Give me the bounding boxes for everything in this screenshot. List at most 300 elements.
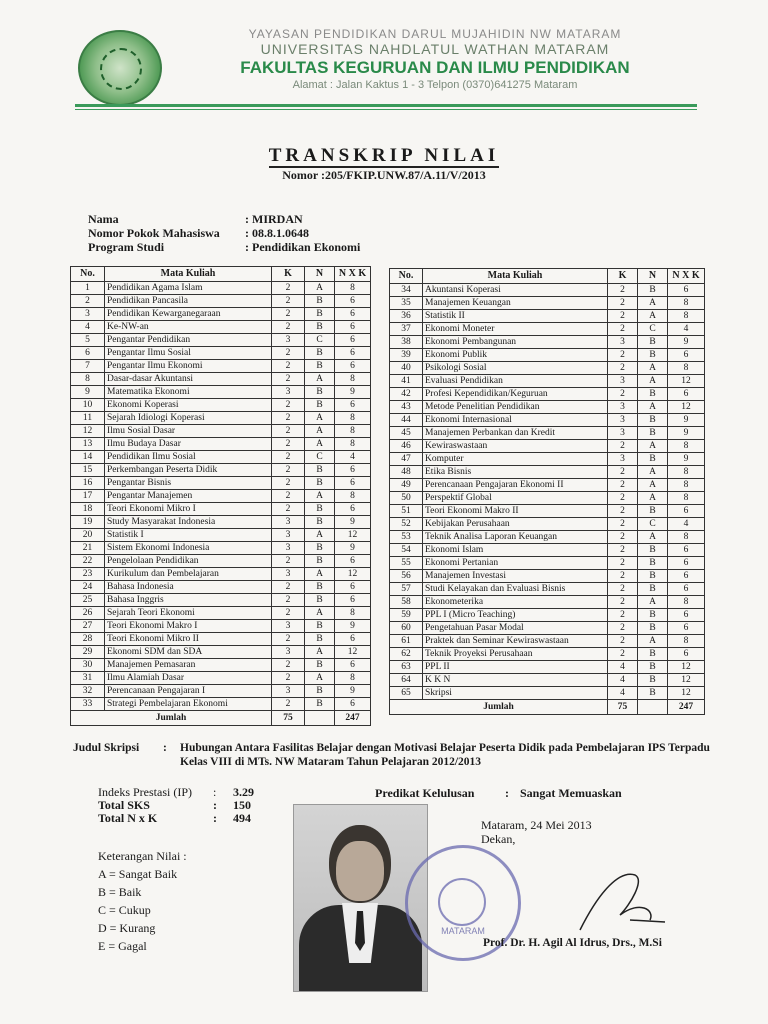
grade: B xyxy=(638,557,668,570)
grades-table-left xyxy=(70,266,371,726)
course-name: Ekonomi Internasional xyxy=(423,414,608,427)
points: 6 xyxy=(668,349,705,362)
row-no: 51 xyxy=(390,505,423,518)
row-no: 4 xyxy=(71,321,105,334)
row-no: 58 xyxy=(390,596,423,609)
table-row xyxy=(71,386,371,399)
grade: B xyxy=(638,622,668,635)
table-row xyxy=(390,570,705,583)
total-row xyxy=(71,711,371,726)
points: 6 xyxy=(668,388,705,401)
grade: A xyxy=(638,635,668,648)
points: 9 xyxy=(668,427,705,440)
grade: A xyxy=(638,531,668,544)
ip-value: 3.29 xyxy=(233,785,254,799)
credit: 2 xyxy=(272,295,305,308)
row-no: 60 xyxy=(390,622,423,635)
course-name: Psikologi Sosial xyxy=(423,362,608,375)
table-row xyxy=(390,687,705,700)
course-name: Skripsi xyxy=(423,687,608,700)
npm-value: : 08.8.1.0648 xyxy=(245,226,309,240)
course-name: Ekonomi Publik xyxy=(423,349,608,362)
grade: B xyxy=(638,284,668,297)
total-k: 75 xyxy=(272,711,305,726)
points: 6 xyxy=(668,570,705,583)
row-no: 49 xyxy=(390,479,423,492)
course-name: Pendidikan Ilmu Sosial xyxy=(105,451,272,464)
total-nxk: 247 xyxy=(335,711,371,726)
table-row xyxy=(71,529,371,542)
nk-value: 494 xyxy=(233,811,251,825)
foundation-name: YAYASAN PENDIDIKAN DARUL MUJAHIDIN NW MATARAM xyxy=(248,27,622,41)
course-name: Bahasa Indonesia xyxy=(105,581,272,594)
grade: B xyxy=(305,633,335,646)
row-no: 32 xyxy=(71,685,105,698)
points: 8 xyxy=(335,438,371,451)
credit: 2 xyxy=(608,440,638,453)
table-row xyxy=(390,596,705,609)
points: 8 xyxy=(668,440,705,453)
total-label: Jumlah xyxy=(390,700,608,715)
header-divider-thin xyxy=(75,109,697,110)
points: 6 xyxy=(668,583,705,596)
row-no: 21 xyxy=(71,542,105,555)
row-no: 18 xyxy=(71,503,105,516)
grade: B xyxy=(638,388,668,401)
grade: B xyxy=(638,648,668,661)
credit: 3 xyxy=(272,542,305,555)
row-no: 38 xyxy=(390,336,423,349)
credit: 2 xyxy=(272,412,305,425)
col-nxk: N X K xyxy=(335,267,371,282)
row-no: 22 xyxy=(71,555,105,568)
grade: B xyxy=(305,295,335,308)
grade: B xyxy=(638,544,668,557)
col-course: Mata Kuliah xyxy=(105,267,272,282)
course-name: Teori Ekonomi Makro I xyxy=(105,620,272,633)
points: 12 xyxy=(335,529,371,542)
table-row xyxy=(71,581,371,594)
course-name: PPL I (Micro Teaching) xyxy=(423,609,608,622)
credit: 2 xyxy=(608,557,638,570)
grade-legend xyxy=(98,847,187,955)
points: 6 xyxy=(668,544,705,557)
address: Alamat : Jalan Kaktus 1 - 3 Telpon (0370)641275 Mataram xyxy=(292,79,578,91)
table-row xyxy=(390,674,705,687)
table-row xyxy=(390,531,705,544)
grade: A xyxy=(305,529,335,542)
grade: B xyxy=(638,687,668,700)
grade: B xyxy=(305,659,335,672)
credit: 2 xyxy=(608,648,638,661)
name-label: Nama xyxy=(88,212,119,226)
grade: A xyxy=(638,492,668,505)
row-no: 41 xyxy=(390,375,423,388)
credit: 2 xyxy=(272,659,305,672)
points: 8 xyxy=(335,607,371,620)
credit: 2 xyxy=(272,503,305,516)
points: 12 xyxy=(335,568,371,581)
course-name: Teori Ekonomi Mikro II xyxy=(105,633,272,646)
legend-item: A = Sangat Baik xyxy=(98,867,178,881)
grade: A xyxy=(638,297,668,310)
course-name: Ekonomi Pembangunan xyxy=(423,336,608,349)
course-name: Statistik II xyxy=(423,310,608,323)
course-name: Pengantar Manajemen xyxy=(105,490,272,503)
grade: A xyxy=(638,440,668,453)
table-row xyxy=(390,505,705,518)
col-k: K xyxy=(272,267,305,282)
points: 9 xyxy=(335,685,371,698)
table-row xyxy=(71,555,371,568)
points: 6 xyxy=(335,295,371,308)
official-stamp: MATARAM xyxy=(405,845,521,961)
credit: 2 xyxy=(608,518,638,531)
table-row xyxy=(71,464,371,477)
table-row xyxy=(390,583,705,596)
course-name: Akuntansi Koperasi xyxy=(423,284,608,297)
points: 8 xyxy=(668,492,705,505)
col-n: N xyxy=(638,269,668,284)
course-name: Kewiraswastaan xyxy=(423,440,608,453)
row-no: 46 xyxy=(390,440,423,453)
row-no: 12 xyxy=(71,425,105,438)
points: 8 xyxy=(668,310,705,323)
course-name: Profesi Kependidikan/Keguruan xyxy=(423,388,608,401)
grade: B xyxy=(638,505,668,518)
grade: A xyxy=(305,373,335,386)
grade: B xyxy=(638,570,668,583)
points: 4 xyxy=(668,518,705,531)
program-label: Program Studi xyxy=(88,240,165,254)
table-row xyxy=(390,375,705,388)
course-name: Ekonomi Pertanian xyxy=(423,557,608,570)
table-row xyxy=(390,479,705,492)
credit: 2 xyxy=(272,594,305,607)
legend-title: Keterangan Nilai : xyxy=(98,849,187,863)
course-name: Strategi Pembelajaran Ekonomi xyxy=(105,698,272,711)
grade: A xyxy=(638,310,668,323)
npm-label: Nomor Pokok Mahasiswa xyxy=(88,226,220,240)
points: 6 xyxy=(335,594,371,607)
row-no: 54 xyxy=(390,544,423,557)
points: 9 xyxy=(335,516,371,529)
course-name: Bahasa Inggris xyxy=(105,594,272,607)
grade: B xyxy=(305,386,335,399)
table-row xyxy=(390,414,705,427)
row-no: 9 xyxy=(71,386,105,399)
col-nxk: N X K xyxy=(668,269,705,284)
points: 6 xyxy=(335,321,371,334)
course-name: Pengetahuan Pasar Modal xyxy=(423,622,608,635)
credit: 2 xyxy=(608,466,638,479)
table-row xyxy=(71,659,371,672)
credit: 2 xyxy=(608,531,638,544)
credit: 2 xyxy=(272,464,305,477)
table-row xyxy=(390,518,705,531)
course-name: Ekonomi Islam xyxy=(423,544,608,557)
table-row xyxy=(71,672,371,685)
points: 6 xyxy=(335,581,371,594)
credit: 3 xyxy=(608,427,638,440)
points: 9 xyxy=(335,620,371,633)
table-row xyxy=(71,646,371,659)
signature-mark xyxy=(560,860,670,940)
grade: B xyxy=(638,661,668,674)
credit: 2 xyxy=(272,425,305,438)
course-name: Ilmu Alamiah Dasar xyxy=(105,672,272,685)
table-row xyxy=(71,451,371,464)
table-row xyxy=(390,557,705,570)
credit: 3 xyxy=(272,568,305,581)
credit: 2 xyxy=(272,321,305,334)
points: 8 xyxy=(668,362,705,375)
course-name: Sejarah Idiologi Koperasi xyxy=(105,412,272,425)
credit: 3 xyxy=(608,375,638,388)
table-row xyxy=(71,633,371,646)
grades-table-right xyxy=(389,268,705,715)
credit: 4 xyxy=(608,661,638,674)
name-value: : MIRDAN xyxy=(245,212,303,226)
course-name: Ekonomi SDM dan SDA xyxy=(105,646,272,659)
table-row xyxy=(71,308,371,321)
table-row xyxy=(71,321,371,334)
table-row xyxy=(71,594,371,607)
grade: B xyxy=(305,360,335,373)
credit: 3 xyxy=(272,516,305,529)
row-no: 59 xyxy=(390,609,423,622)
row-no: 55 xyxy=(390,557,423,570)
credit: 4 xyxy=(608,687,638,700)
credit: 4 xyxy=(608,674,638,687)
course-name: Pengantar Ilmu Ekonomi xyxy=(105,360,272,373)
credit: 2 xyxy=(272,477,305,490)
grade: B xyxy=(638,414,668,427)
course-name: Sejarah Teori Ekonomi xyxy=(105,607,272,620)
credit: 2 xyxy=(272,347,305,360)
table-row xyxy=(71,568,371,581)
grade: A xyxy=(638,466,668,479)
credit: 2 xyxy=(272,451,305,464)
graduation-predicate: Predikat Kelulusan : Sangat Memuaskan xyxy=(375,786,622,800)
row-no: 52 xyxy=(390,518,423,531)
row-no: 36 xyxy=(390,310,423,323)
credit: 2 xyxy=(608,583,638,596)
credit: 2 xyxy=(272,490,305,503)
legend-item: B = Baik xyxy=(98,885,142,899)
university-name: UNIVERSITAS NAHDLATUL WATHAN MATARAM xyxy=(260,41,610,57)
row-no: 57 xyxy=(390,583,423,596)
points: 6 xyxy=(668,284,705,297)
points: 6 xyxy=(668,557,705,570)
credit: 3 xyxy=(272,646,305,659)
table-row xyxy=(390,388,705,401)
grade: B xyxy=(638,583,668,596)
grade: B xyxy=(638,609,668,622)
credit: 2 xyxy=(272,672,305,685)
course-name: Perkembangan Peserta Didik xyxy=(105,464,272,477)
table-row xyxy=(71,698,371,711)
grade: B xyxy=(305,399,335,412)
credit: 3 xyxy=(272,386,305,399)
total-k: 75 xyxy=(608,700,638,715)
course-name: Pendidikan Kewarganegaraan xyxy=(105,308,272,321)
grade-summary: Indeks Prestasi (IP) : 3.29 Total SKS : 150 Total N x K : 494 xyxy=(98,785,254,825)
course-name: Teknik Proyeksi Perusahaan xyxy=(423,648,608,661)
points: 8 xyxy=(335,282,371,295)
credit: 2 xyxy=(608,297,638,310)
grade: A xyxy=(638,362,668,375)
points: 12 xyxy=(335,646,371,659)
grade: B xyxy=(638,336,668,349)
points: 8 xyxy=(335,490,371,503)
row-no: 42 xyxy=(390,388,423,401)
points: 12 xyxy=(668,661,705,674)
credit: 2 xyxy=(608,310,638,323)
table-row xyxy=(390,635,705,648)
points: 6 xyxy=(335,503,371,516)
points: 6 xyxy=(335,334,371,347)
row-no: 48 xyxy=(390,466,423,479)
table-row xyxy=(390,622,705,635)
table-row xyxy=(390,401,705,414)
table-row xyxy=(390,440,705,453)
legend-item: C = Cukup xyxy=(98,903,151,917)
grade: A xyxy=(305,672,335,685)
row-no: 8 xyxy=(71,373,105,386)
credit: 2 xyxy=(272,438,305,451)
points: 12 xyxy=(668,401,705,414)
grade: C xyxy=(638,518,668,531)
table-row xyxy=(71,282,371,295)
grade: C xyxy=(638,323,668,336)
course-name: Ilmu Budaya Dasar xyxy=(105,438,272,451)
grade: A xyxy=(638,479,668,492)
ip-label: Indeks Prestasi (IP) xyxy=(98,785,192,799)
table-row xyxy=(71,516,371,529)
signer-name: Prof. Dr. H. Agil Al Idrus, Drs., M.Si xyxy=(483,937,662,949)
course-name: Perencanaan Pengajaran Ekonomi II xyxy=(423,479,608,492)
row-no: 14 xyxy=(71,451,105,464)
row-no: 27 xyxy=(71,620,105,633)
col-k: K xyxy=(608,269,638,284)
row-no: 35 xyxy=(390,297,423,310)
course-name: K K N xyxy=(423,674,608,687)
points: 8 xyxy=(668,531,705,544)
credit: 3 xyxy=(272,529,305,542)
total-label: Jumlah xyxy=(71,711,272,726)
credit: 2 xyxy=(272,373,305,386)
row-no: 11 xyxy=(71,412,105,425)
course-name: Pengantar Ilmu Sosial xyxy=(105,347,272,360)
points: 4 xyxy=(668,323,705,336)
table-row xyxy=(390,323,705,336)
document-title: TRANSKRIP NILAI xyxy=(268,145,500,166)
points: 9 xyxy=(668,414,705,427)
points: 8 xyxy=(335,412,371,425)
course-name: Studi Kelayakan dan Evaluasi Bisnis xyxy=(423,583,608,596)
table-row xyxy=(390,661,705,674)
grade: A xyxy=(638,375,668,388)
sks-value: 150 xyxy=(233,798,251,812)
table-row xyxy=(390,336,705,349)
table-row xyxy=(71,607,371,620)
course-name: Statistik I xyxy=(105,529,272,542)
course-name: Manajemen Investasi xyxy=(423,570,608,583)
grade: B xyxy=(305,685,335,698)
grade: B xyxy=(305,347,335,360)
points: 6 xyxy=(668,609,705,622)
table-row xyxy=(71,334,371,347)
credit: 2 xyxy=(608,635,638,648)
university-logo xyxy=(78,30,162,106)
row-no: 29 xyxy=(71,646,105,659)
table-row xyxy=(390,349,705,362)
points: 9 xyxy=(335,386,371,399)
credit: 3 xyxy=(272,334,305,347)
course-name: Kurikulum dan Pembelajaran xyxy=(105,568,272,581)
grade: A xyxy=(305,607,335,620)
course-name: Sistem Ekonomi Indonesia xyxy=(105,542,272,555)
points: 6 xyxy=(335,698,371,711)
row-no: 17 xyxy=(71,490,105,503)
points: 6 xyxy=(335,633,371,646)
row-no: 16 xyxy=(71,477,105,490)
row-no: 30 xyxy=(71,659,105,672)
row-no: 40 xyxy=(390,362,423,375)
sks-label: Total SKS xyxy=(98,798,150,812)
points: 12 xyxy=(668,375,705,388)
row-no: 50 xyxy=(390,492,423,505)
table-row xyxy=(71,399,371,412)
course-name: Pendidikan Pancasila xyxy=(105,295,272,308)
grade: A xyxy=(305,568,335,581)
grade: C xyxy=(305,334,335,347)
grade: B xyxy=(305,594,335,607)
table-row xyxy=(390,648,705,661)
row-no: 10 xyxy=(71,399,105,412)
course-name: Praktek dan Seminar Kewiraswastaan xyxy=(423,635,608,648)
course-name: Ilmu Sosial Dasar xyxy=(105,425,272,438)
credit: 2 xyxy=(272,607,305,620)
course-name: Komputer xyxy=(423,453,608,466)
row-no: 31 xyxy=(71,672,105,685)
course-name: Dasar-dasar Akuntansi xyxy=(105,373,272,386)
table-row xyxy=(71,685,371,698)
credit: 2 xyxy=(608,349,638,362)
row-no: 1 xyxy=(71,282,105,295)
grade: B xyxy=(305,477,335,490)
row-no: 2 xyxy=(71,295,105,308)
predicate-label: Predikat Kelulusan xyxy=(375,786,475,800)
grade: A xyxy=(305,490,335,503)
signer-position: Dekan, xyxy=(481,832,516,846)
credit: 2 xyxy=(608,570,638,583)
course-name: Pengantar Bisnis xyxy=(105,477,272,490)
row-no: 65 xyxy=(390,687,423,700)
table-row xyxy=(390,297,705,310)
course-name: Kebijakan Perusahaan xyxy=(423,518,608,531)
credit: 2 xyxy=(272,360,305,373)
course-name: Metode Penelitian Pendidikan xyxy=(423,401,608,414)
row-no: 43 xyxy=(390,401,423,414)
grade: A xyxy=(638,596,668,609)
header-divider xyxy=(75,104,697,107)
transcript-page: YAYASAN PENDIDIKAN DARUL MUJAHIDIN NW MATARAM UNIVERSITAS NAHDLATUL WATHAN MATARAM FAKULTAS KEGURUAN DAN ILMU PENDIDIKAN Alamat : Jalan Kaktus 1 - 3 Telpon (0370)641275 Mataram TRANSKRIP NILAI Nomor :205/FKIP.UNW.87/A.11/V/2013 Nama : MIRDAN Nomor Pokok Mahasiswa : 08.8.1.0648 Program Studi : Pendidikan Ekonomi No. Mata Kuliah K N N X K 1 Pendidikan Agama Islam 2 A 8 2 Pendidikan Pancasila 2 B 6 3 Pendidikan Kewarganegaraan 2 B 6 4 Ke-NW-an 2 B 6 5 Pengantar Pendidikan 3 C 6 6 Pengantar Ilmu Sosial 2 B 6 7 Pengantar Ilmu Ekonomi 2 B 6 8 Dasar-dasar Akuntansi 2 A 8 9 Matematika Ekonomi 3 B 9 10 Ekonomi Koperasi 2 B 6 11 Sejarah Idiologi Koperasi 2 A 8 12 Ilmu Sosial Dasar 2 A 8 13 Ilmu Budaya Dasar 2 A 8 14 Pendidikan Ilmu Sosial 2 C 4 15 Perkembangan Peserta Didik 2 B 6 16 Pengantar Bisnis 2 B 6 17 Pengantar Manajemen 2 A 8 18 Teori Ekonomi Mikro I 2 B 6 19 Study Masyarakat Indonesia 3 B 9 20 Statistik I 3 A 12 21 Sistem Ekonomi Indonesia 3 B 9 22 Pengelolaan Pendidikan 2 B 6 23 Kurikulum dan Pembelajaran 3 A 12 24 Bahasa Indonesia 2 B 6 25 Bahasa Inggris 2 B 6 26 Sejarah Teori Ekonomi 2 A 8 27 Teori Ekonomi Makro I 3 B 9 28 Teori Ekonomi Mikro II 2 B 6 29 Ekonomi SDM dan SDA 3 A 12 30 Manajemen Pemasaran 2 B 6 31 Ilmu Alamiah Dasar 2 A 8 32 Perencanaan Pengajaran I 3 B 9 33 Strategi Pembelajaran Ekonomi 2 B 6 Jumlah 75 247 No. Mata Kuliah K N N X K 34 Akuntansi Koperasi 2 B 6 35 Manajemen Keuangan 2 A 8 36 Statistik II 2 A 8 37 Ekonomi Moneter 2 C 4 38 Ekonomi Pembangunan 3 B 9 39 Ekonomi Publik 2 B 6 40 Psikologi Sosial 2 A 8 41 Evaluasi Pendidikan 3 A 12 42 Profesi Kependidikan/Keguruan 2 B 6 43 Metode Penelitian Pendidikan 3 A 12 44 Ekonomi Internasional 3 B 9 45 Manajemen Perbankan dan Kredit 3 B 9 46 Kewiraswastaan 2 A 8 47 Komputer 3 B 9 48 Etika Bisnis 2 A 8 49 Perencanaan Pengajaran Ekonomi II 2 A 8 50 Perspektif Global 2 A 8 51 Teori Ekonomi Makro II 2 B 6 52 Kebijakan Perusahaan 2 C 4 53 Teknik Analisa Laporan Keuangan 2 A 8 54 Ekonomi Islam 2 B 6 55 Ekonomi Pertanian 2 B 6 56 Manajemen Investasi 2 B 6 57 Studi Kelayakan dan Evaluasi Bisnis 2 B 6 58 Ekonometerika 2 A 8 59 PPL I (Micro Teaching) 2 B 6 60 Pengetahuan Pasar Modal 2 B 6 61 Praktek dan Seminar Kewiraswastaan 2 A 8 62 Teknik Proyeksi Perusahaan 2 B 6 63 PPL II 4 B 12 64 K K N 4 B 12 65 Skripsi 4 B 12 Jumlah 75 247 Judul Skripsi : Hubungan Antara Fasilitas Belajar dengan Motivasi Belajar Peserta Didik pada Pembelajaran IPS Terpadu Kelas VIII di MTs. NW Mataram Tahun Pelajaran 2012/2013 Indeks Prestasi (IP) : 3.29 Total SKS : 150 Total N x K : 494 Predikat Kelulusan : Sangat Memuaskan Keterangan Nilai : A = Sangat Baik B = Baik C = Cukup D = Kurang E = Gagal Mataram, 24 Mei 2013 Dekan, MATARAM Prof. Dr. H. Agil Al Idrus, Drs., M.Si xyxy=(0,0,768,1024)
points: 8 xyxy=(668,596,705,609)
row-no: 7 xyxy=(71,360,105,373)
course-name: Pengelolaan Pendidikan xyxy=(105,555,272,568)
